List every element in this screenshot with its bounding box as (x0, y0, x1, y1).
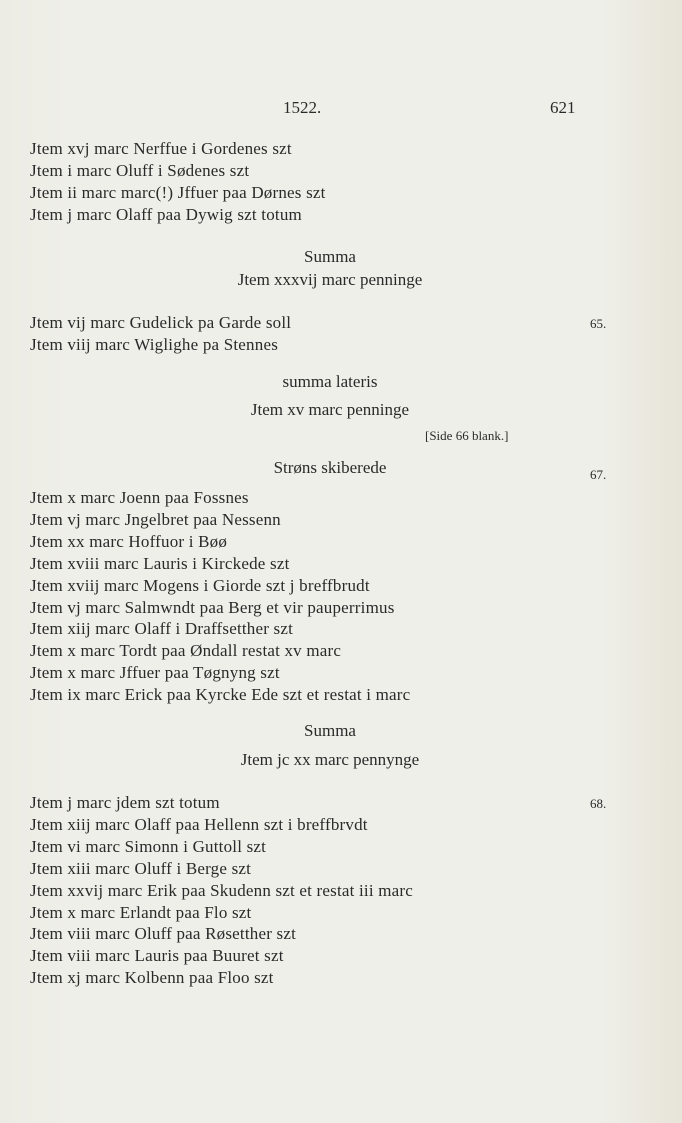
summa-label-2: Summa (304, 721, 356, 740)
summa-label: Summa (304, 247, 356, 266)
entry-line: Jtem xvj marc Nerffue i Gordenes szt (30, 139, 292, 158)
entry-line: Jtem x marc Joenn paa Fossnes (30, 488, 249, 507)
summa-total: Jtem xxxvij marc penninge (237, 270, 423, 289)
entry-line: Jtem x marc Jffuer paa Tøgnyng szt (30, 663, 280, 683)
entry-line: Jtem vj marc Salmwndt paa Berg et vir pauperrimus (30, 597, 395, 617)
entry-line: Jtem xviij marc Mogens i Giorde szt j breffbrudt (30, 575, 370, 595)
entries-block-2 (30, 312, 291, 356)
entry-line: Jtem j marc Olaff paa Dywig szt totum (30, 204, 302, 224)
summa-lateris-label: summa lateris (282, 372, 378, 391)
entry-line: Jtem xx marc Hoffuor i Bøø (30, 531, 228, 551)
entry-line: Jtem j marc jdem szt totum (30, 793, 220, 812)
margin-folio-65: 65. (590, 316, 607, 331)
entry-line: Jtem xxvij marc Erik paa Skudenn szt et restat iii marc (30, 880, 413, 900)
entry-line: Jtem ix marc Erick paa Kyrcke Ede szt et restat i marc (30, 685, 411, 705)
running-header-year: 1522. (283, 98, 322, 117)
entry-line: Jtem xiii marc Oluff i Berge szt (30, 858, 252, 878)
entry-line: Jtem xviii marc Lauris i Kirckede szt (30, 553, 290, 573)
entry-line: Jtem xj marc Kolbenn paa Floo szt (30, 968, 274, 988)
entry-line: Jtem i marc Oluff i Sødenes szt (30, 160, 250, 180)
summa-total-2: Jtem jc xx marc pennynge (240, 750, 420, 769)
entry-line: Jtem ii marc marc(!) Jffuer paa Dørnes szt (30, 182, 326, 202)
side-note: [Side 66 blank.] (425, 428, 509, 443)
page-number: 621 (550, 98, 576, 117)
entry-line: Jtem viij marc Wiglighe pa Stennes (30, 334, 279, 354)
entries-block-1 (30, 138, 326, 226)
entry-line: Jtem viii marc Lauris paa Buuret szt (30, 946, 284, 966)
entry-line: Jtem vij marc Gudelick pa Garde soll (30, 313, 292, 332)
margin-folio-67: 67. (590, 467, 607, 482)
section-title: Strøns skiberede (273, 458, 387, 477)
entry-line: Jtem x marc Tordt paa Øndall restat xv marc (30, 641, 342, 661)
margin-folio-68: 68. (590, 796, 607, 811)
entry-line: Jtem xiij marc Olaff i Draffsetther szt (30, 619, 294, 639)
summa-lateris-total: Jtem xv marc penninge (250, 400, 410, 419)
entry-line: Jtem vj marc Jngelbret paa Nessenn (30, 509, 281, 529)
entry-line: Jtem vi marc Simonn i Guttoll szt (30, 836, 267, 856)
entries-block-4 (30, 792, 413, 989)
entry-line: Jtem viii marc Oluff paa Røsetther szt (30, 924, 296, 944)
entry-line: Jtem x marc Erlandt paa Flo szt (30, 902, 252, 922)
entries-block-3 (30, 487, 410, 706)
entry-line: Jtem xiij marc Olaff paa Hellenn szt i breffbrvdt (30, 814, 368, 834)
